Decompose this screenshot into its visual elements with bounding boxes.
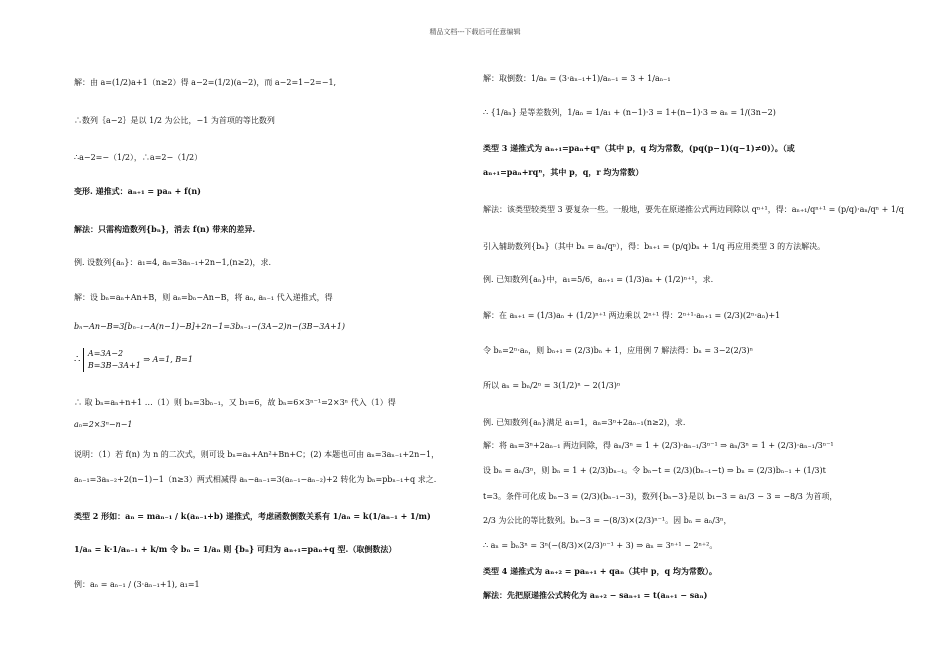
formula-line: bₙ−An−B=3[bₙ₋₁−A(n−1)−B]+2n−1=3bₙ₋₁−(3A−2)n−(3B−3A+1) [74,322,346,331]
text-line: 1/aₙ = k·1/aₙ₋₁ + k/m 令 bₙ = 1/aₙ 则 {bₙ} 可归为 aₙ₊₁=paₙ+q 型.（取倒数法） [74,544,397,554]
text-line: ∴ {1/aₙ} 是等差数列，1/aₙ = 1/a₁ + (n−1)·3 = 1+(n−1)·3 ⇒ aₙ = 1/(3n−2) [483,108,776,117]
text-line: 解：在 aₙ₊₁ = (1/3)aₙ + (1/2)ⁿ⁺¹ 两边乘以 2ⁿ⁺¹ 得：2ⁿ⁺¹·aₙ₊₁ = (2/3)(2ⁿ·aₙ)+1 [483,311,781,320]
text-line: 解法：该类型较类型 3 要复杂一些。一般地，要先在原递推公式两边同除以 qⁿ⁺¹，得：aₙ₊₁/qⁿ⁺¹ = (p/q)·aₙ/qⁿ + 1/q [483,205,904,214]
example-line: 例：aₙ = aₙ₋₁ / (3·aₙ₋₁+1), a₁=1 [74,580,200,589]
text-line: 解：设 bₙ=aₙ+An+B，则 aₙ=bₙ−An−B，将 aₙ, aₙ₋₁ 代入递推式，得 [74,293,333,302]
text-line: 引入辅助数列{bₙ}（其中 bₙ = aₙ/qⁿ），得：bₙ₊₁ = (p/q)bₙ + 1/q 再应用类型 3 的方法解决。 [483,242,826,251]
system-eq-2: B=3B−3A+1 [87,361,141,370]
text-line: aₙ₋₁=3aₙ₋₂+2(n−1)−1（n≥3）两式相减得 aₙ−aₙ₋₁=3(aₙ₋₁−aₙ₋₂)+2 转化为 bₙ=pbₙ₋₁+q 求之. [74,475,437,484]
page-header: 精品文档---下载后可任意编辑 [429,28,521,36]
equation-system: ∴ A=3A−2 B=3B−3A+1 ⇒ A=1, B=1 [74,349,193,370]
text-line: 解：由 a=(1/2)a+1（n≥2）得 a−2=(1/2)(a−2)，而 a−2=1−2=−1, [74,78,337,87]
text-line: ∴ aₙ = bₙ3ⁿ = 3ⁿ(−(8/3)×(2/3)ⁿ⁻¹ + 3) ⇒ aₙ = 3ⁿ⁺¹ − 2ⁿ⁺²。 [483,541,718,550]
example-line: 例. 已知数列{aₙ}满足 a₁=1，aₙ=3ⁿ+2aₙ₋₁(n≥2)，求. [483,418,686,427]
text-line: 设 bₙ = aₙ/3ⁿ，则 bₙ = 1 + (2/3)bₙ₋₁。令 bₙ−t = (2/3)(bₙ₋₁−t) ⇒ bₙ = (2/3)bₙ₋₁ + (1/3)t [483,466,826,475]
text-line: 解：取倒数：1/aₙ = (3·aₙ₋₁+1)/aₙ₋₁ = 3 + 1/aₙ₋₁ [483,74,671,83]
text-line: t=3。条件可化成 bₙ−3 = (2/3)(bₙ₋₁−3)，数列{bₙ−3}是以 b₁−3 = a₁/3 − 3 = −8/3 为首项， [483,492,838,501]
text-line: 解法：只需构造数列{bₙ}，消去 f(n) 带来的差异. [74,224,256,234]
section-heading: 类型 3 递推式为 aₙ₊₁=paₙ+qⁿ（其中 p，q 均为常数，(pq(p−1)(q−1)≠0)）。（或 [483,143,795,153]
text-line: 说明：（1）若 f(n) 为 n 的二次式，则可设 bₙ=aₙ+An²+Bn+C；(2) 本题也可由 aₙ=3aₙ₋₁+2n−1， [74,450,440,459]
section-heading: 变形. 递推式：aₙ₊₁ = paₙ + f(n) [74,186,201,196]
section-heading: 类型 2 形如：aₙ = maₙ₋₁ / k(aₙ₋₁+b) 递推式，考虑函数倒数关系有 1/aₙ = k(1/aₙ₋₁ + 1/m) [74,511,431,521]
section-heading: 类型 4 递推式为 aₙ₊₂ = paₙ₊₁ + qaₙ（其中 p，q 均为常数）。 [483,566,717,576]
example-line: 例. 设数列{aₙ}：a₁=4, aₙ=3aₙ₋₁+2n−1,(n≥2)，求. [74,258,272,267]
text-line: 令 bₙ=2ⁿ·aₙ，则 bₙ₊₁ = (2/3)bₙ + 1，应用例 7 解法得：bₙ = 3−2(2/3)ⁿ [483,346,754,355]
text-line: 解：将 aₙ=3ⁿ+2aₙ₋₁ 两边同除，得 aₙ/3ⁿ = 1 + (2/3)·aₙ₋₁/3ⁿ⁻¹ ⇒ aₙ/3ⁿ = 1 + (2/3)·aₙ₋₁/3ⁿ⁻¹ [483,441,834,450]
text-line: ∴a−2=−（1/2），∴a=2−（1/2） [74,153,203,162]
text-line: 2/3 为公比的等比数列。bₙ−3 = −(8/3)×(2/3)ⁿ⁻¹。因 bₙ = aₙ/3ⁿ， [483,516,732,525]
system-result: ⇒ A=1, B=1 [143,355,193,364]
text-line: aₙ₊₁=paₙ+rqⁿ，其中 p，q，r 均为常数） [483,167,644,177]
text-line: 所以 aₙ = bₙ/2ⁿ = 3(1/2)ⁿ − 2(1/3)ⁿ [483,381,621,390]
system-eq-1: A=3A−2 [87,349,124,358]
text-line: 解法：先把原递推公式转化为 aₙ₊₂ − saₙ₊₁ = t(aₙ₊₁ − saₙ) [483,590,708,600]
example-line: 例. 已知数列{aₙ}中，a₁=5/6，aₙ₊₁ = (1/3)aₙ + (1/2)ⁿ⁺¹，求. [483,275,714,284]
text-line: ∴ 取 bₙ=aₙ+n+1 …（1）则 bₙ=3bₙ₋₁，又 b₁=6，故 bₙ=6×3ⁿ⁻¹=2×3ⁿ 代入（1）得 [74,398,396,407]
formula-line: aₙ=2×3ⁿ−n−1 [74,420,133,429]
text-line: ∴数列｛a−2｝是以 1/2 为公比，−1 为首项的等比数列 [74,116,275,125]
